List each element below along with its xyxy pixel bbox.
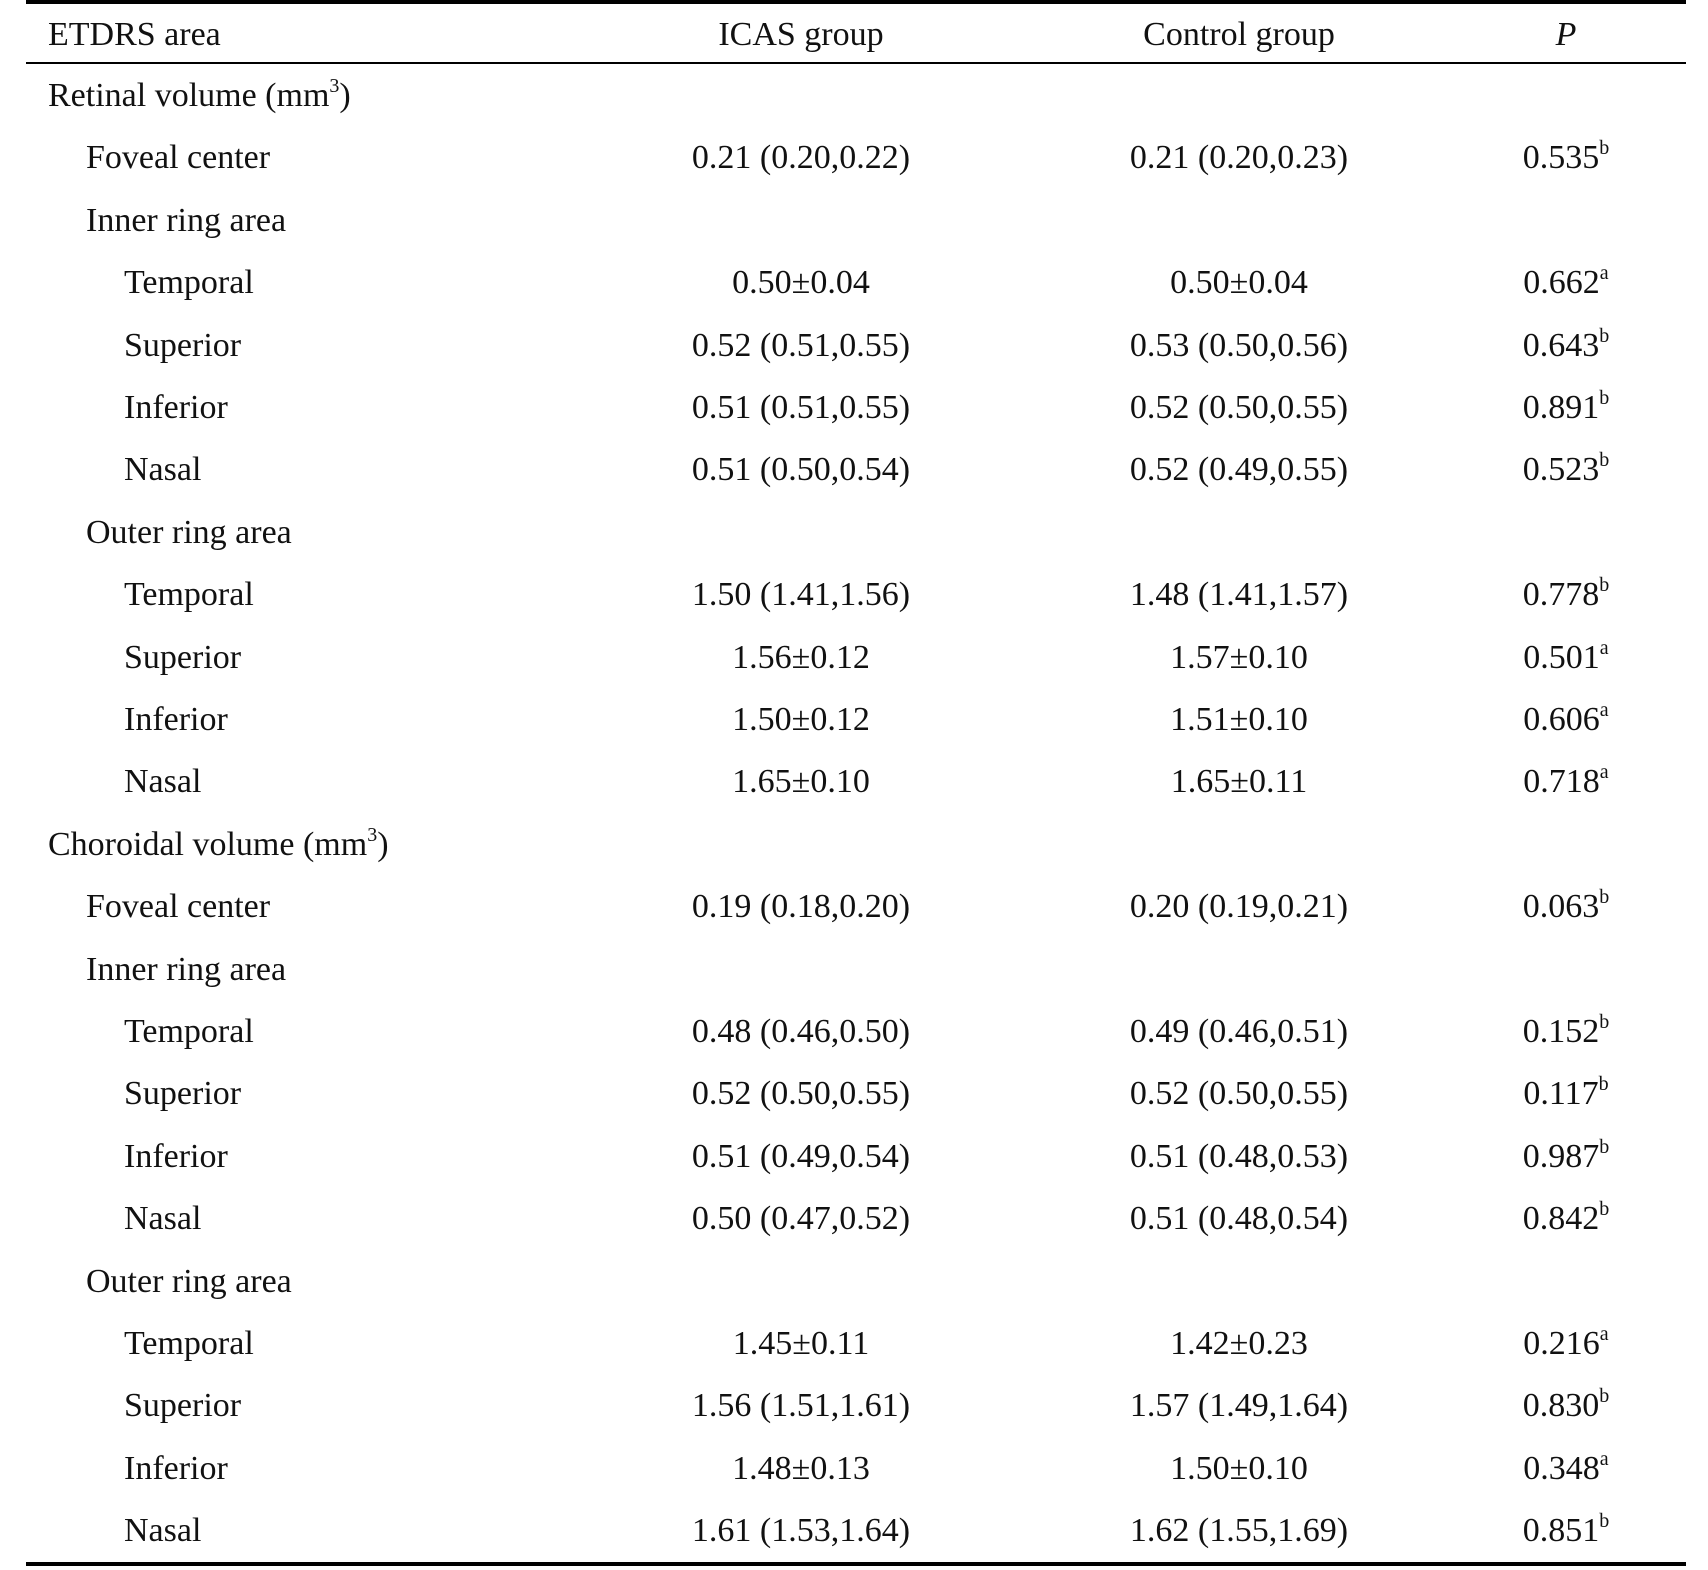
p-value-number: 0.152 [1522, 1013, 1600, 1050]
p-value-number: 0.063 [1522, 888, 1600, 926]
p-value-test-marker: a [1599, 262, 1609, 285]
control-value: 1.51±0.10 [1170, 701, 1308, 738]
header-icas-group: ICAS group [718, 16, 884, 53]
p-value [1446, 875, 1686, 938]
control-value: 1.48 (1.41,1.57) [1129, 576, 1349, 614]
icas-value: 0.51 (0.51,0.55) [691, 389, 911, 426]
icas-value: 1.48±0.13 [732, 1449, 870, 1487]
p-value-test-marker: b [1599, 449, 1610, 472]
p-value-number: 0.851 [1522, 1512, 1600, 1550]
row-label: Inferior [124, 1449, 228, 1487]
section-label-text: Choroidal volume (mm [48, 825, 368, 863]
header-etdrs-area: ETDRS area [48, 16, 221, 53]
p-value-test-marker: b [1599, 387, 1610, 409]
icas-value: 0.52 (0.50,0.55) [691, 1075, 911, 1113]
unit-superscript: 3 [367, 823, 378, 846]
subsection-label: Inner ring area [86, 201, 287, 239]
row-label: Temporal [124, 1013, 254, 1050]
row-label: Superior [124, 638, 242, 676]
section-label-end: ) [339, 77, 351, 114]
p-value [1446, 1499, 1686, 1562]
icas-value: 0.51 (0.49,0.54) [691, 1137, 911, 1175]
p-value-test-marker: b [1599, 1510, 1610, 1533]
control-value: 1.57±0.10 [1170, 638, 1308, 676]
p-value-number: 0.501 [1523, 638, 1600, 676]
row-label: Temporal [124, 576, 254, 614]
icas-value: 0.48 (0.46,0.50) [691, 1013, 911, 1050]
row-label: Nasal [124, 451, 202, 489]
p-value-test-marker: b [1599, 137, 1610, 160]
p-value-test-marker: a [1599, 1447, 1609, 1470]
control-value: 0.50±0.04 [1170, 264, 1308, 302]
table-row [26, 1437, 1686, 1500]
table-row [26, 1000, 1686, 1063]
table-row [26, 1374, 1686, 1437]
p-value [1446, 1437, 1686, 1500]
p-value-number: 0.643 [1522, 326, 1600, 364]
p-value-number: 0.830 [1522, 1387, 1600, 1425]
p-value-test-marker: b [1599, 1011, 1610, 1033]
p-value [1446, 438, 1686, 501]
p-value [1446, 1374, 1686, 1437]
icas-value: 0.21 (0.20,0.22) [691, 139, 911, 177]
row-label: Superior [124, 326, 242, 364]
p-value [1446, 563, 1686, 626]
section-label-text: Retinal volume (mm [48, 77, 330, 114]
table-row [26, 1187, 1686, 1250]
p-value-number: 0.891 [1522, 389, 1600, 426]
section-label [48, 64, 351, 127]
control-value: 0.52 (0.50,0.55) [1129, 1075, 1349, 1113]
table-row [26, 750, 1686, 813]
icas-value: 1.45±0.11 [732, 1325, 870, 1362]
p-value-number: 0.842 [1522, 1200, 1600, 1238]
p-value [1446, 1000, 1686, 1063]
row-label: Inferior [124, 1137, 228, 1175]
control-value: 1.62 (1.55,1.69) [1129, 1512, 1349, 1550]
p-value [1446, 126, 1686, 189]
table-row [26, 875, 1686, 938]
subsection-row [26, 938, 1686, 1001]
p-value-number: 0.117 [1523, 1075, 1599, 1113]
icas-value: 0.50 (0.47,0.52) [691, 1200, 911, 1238]
table-row [26, 251, 1686, 314]
subsection-row [26, 501, 1686, 564]
row-label: Foveal center [86, 139, 271, 177]
icas-value: 1.50±0.12 [732, 701, 870, 738]
control-value: 0.21 (0.20,0.23) [1129, 139, 1349, 177]
control-value: 1.57 (1.49,1.64) [1129, 1387, 1349, 1425]
p-value-number: 0.523 [1522, 451, 1600, 489]
header-p-value: P [1555, 16, 1577, 53]
p-value-number: 0.718 [1523, 763, 1600, 801]
row-label: Temporal [124, 264, 254, 302]
icas-value: 1.50 (1.41,1.56) [691, 576, 911, 614]
p-value-number: 0.535 [1522, 139, 1600, 177]
control-value: 1.42±0.23 [1170, 1325, 1308, 1362]
control-value: 0.53 (0.50,0.56) [1129, 326, 1349, 364]
row-label: Superior [124, 1387, 242, 1425]
control-value: 1.50±0.10 [1170, 1449, 1308, 1487]
table-row [26, 376, 1686, 439]
p-value [1446, 1125, 1686, 1188]
row-label: Temporal [124, 1325, 254, 1362]
p-value-number: 0.662 [1523, 264, 1600, 302]
subsection-label: Outer ring area [86, 1262, 292, 1300]
p-value-test-marker: b [1599, 574, 1610, 597]
header-control-group: Control group [1143, 16, 1335, 53]
unit-superscript: 3 [329, 75, 340, 97]
icas-value: 0.50±0.04 [732, 264, 870, 302]
section-label [48, 813, 389, 876]
table-row [26, 1125, 1686, 1188]
icas-value: 1.56 (1.51,1.61) [691, 1387, 911, 1425]
icas-value: 0.51 (0.50,0.54) [691, 451, 911, 489]
table-row [26, 563, 1686, 626]
p-value-test-marker: b [1599, 324, 1610, 347]
p-value-test-marker: a [1599, 761, 1609, 784]
table-row [26, 438, 1686, 501]
icas-value: 0.52 (0.51,0.55) [691, 326, 911, 364]
table-header-row [26, 4, 1686, 62]
section-row [26, 64, 1686, 127]
section-label-end: ) [377, 825, 389, 863]
control-value: 0.52 (0.49,0.55) [1129, 451, 1349, 489]
table-row [26, 626, 1686, 689]
p-value [1446, 1062, 1686, 1125]
row-label: Nasal [124, 763, 202, 801]
table-row [26, 1062, 1686, 1125]
control-value: 1.65±0.11 [1170, 763, 1308, 801]
row-label: Inferior [124, 701, 228, 738]
p-value [1446, 314, 1686, 377]
p-value-number: 0.348 [1523, 1449, 1600, 1487]
p-value-number: 0.216 [1523, 1325, 1600, 1362]
p-value [1446, 1312, 1686, 1375]
p-value-test-marker: a [1599, 699, 1609, 721]
icas-value: 0.19 (0.18,0.20) [691, 888, 911, 926]
row-label: Foveal center [86, 888, 271, 926]
p-value [1446, 688, 1686, 751]
p-value [1446, 626, 1686, 689]
section-row [26, 813, 1686, 876]
p-value [1446, 376, 1686, 439]
table-bottom-rule [26, 1562, 1686, 1566]
p-value-test-marker: b [1599, 1385, 1610, 1408]
subsection-label: Inner ring area [86, 950, 287, 988]
p-value-test-marker: b [1598, 1073, 1609, 1096]
table-row [26, 688, 1686, 751]
control-value: 0.51 (0.48,0.54) [1129, 1200, 1349, 1238]
p-value-number: 0.778 [1522, 576, 1600, 614]
icas-value: 1.61 (1.53,1.64) [691, 1512, 911, 1550]
p-value [1446, 251, 1686, 314]
p-value-number: 0.606 [1523, 701, 1600, 738]
subsection-label: Outer ring area [86, 513, 292, 551]
control-value: 0.49 (0.46,0.51) [1129, 1013, 1349, 1050]
p-value-test-marker: b [1599, 1198, 1610, 1221]
subsection-row [26, 1250, 1686, 1313]
icas-value: 1.56±0.12 [732, 638, 870, 676]
row-label: Nasal [124, 1200, 202, 1238]
p-value [1446, 1187, 1686, 1250]
control-value: 0.51 (0.48,0.53) [1129, 1137, 1349, 1175]
row-label: Superior [124, 1075, 242, 1113]
row-label: Inferior [124, 389, 228, 426]
table-row [26, 1499, 1686, 1562]
p-value-test-marker: a [1599, 1323, 1609, 1345]
p-value-number: 0.987 [1522, 1137, 1600, 1175]
p-value [1446, 750, 1686, 813]
p-value-test-marker: a [1599, 636, 1609, 659]
p-value-test-marker: b [1599, 1135, 1610, 1158]
row-label: Nasal [124, 1512, 202, 1550]
subsection-row [26, 189, 1686, 252]
table-row [26, 126, 1686, 189]
control-value: 0.20 (0.19,0.21) [1129, 888, 1349, 926]
control-value: 0.52 (0.50,0.55) [1129, 389, 1349, 426]
table-row [26, 1312, 1686, 1375]
p-value-test-marker: b [1599, 886, 1610, 909]
icas-value: 1.65±0.10 [732, 763, 870, 801]
table-row [26, 314, 1686, 377]
